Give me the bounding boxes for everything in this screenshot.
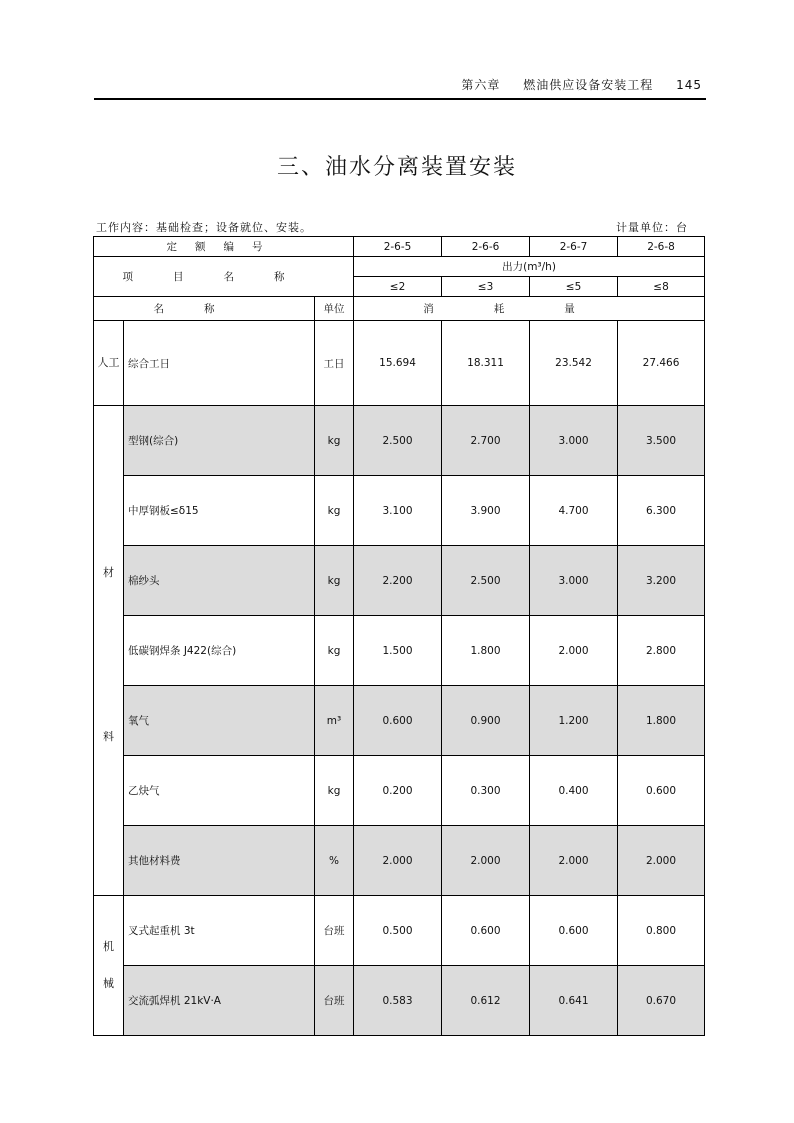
- item-value: 3.900: [442, 476, 530, 546]
- output-label: 出力(m³/h): [354, 257, 705, 277]
- category-machine-2: 械: [103, 976, 114, 990]
- item-value: 0.600: [442, 896, 530, 966]
- quota-code: 2-6-6: [442, 237, 530, 257]
- item-name: 综合工日: [124, 321, 315, 406]
- unit-label: 单位: [315, 297, 354, 321]
- table-row: [94, 896, 705, 966]
- item-value: 1.800: [442, 616, 530, 686]
- item-name: 低碳钢焊条 J422(综合): [124, 616, 315, 686]
- item-value: 2.000: [530, 616, 618, 686]
- item-value: 18.311: [442, 321, 530, 406]
- table-row: [94, 826, 705, 896]
- item-name: 乙炔气: [124, 756, 315, 826]
- table-row: [94, 686, 705, 756]
- item-name: 其他材料费: [124, 826, 315, 896]
- category-material: [94, 406, 124, 896]
- item-value: 1.500: [354, 616, 442, 686]
- table-row: [94, 756, 705, 826]
- item-value: 23.542: [530, 321, 618, 406]
- item-name: 中厚钢板≤δ15: [124, 476, 315, 546]
- item-name: 氧气: [124, 686, 315, 756]
- item-value: 27.466: [618, 321, 705, 406]
- item-header-row: [94, 257, 705, 277]
- chapter-title: 燃油供应设备安装工程: [523, 78, 654, 92]
- table-row: [94, 476, 705, 546]
- unit-note: 计量单位：台: [616, 221, 688, 234]
- table-row: [94, 966, 705, 1036]
- quota-code: 2-6-7: [530, 237, 618, 257]
- item-value: 0.200: [354, 756, 442, 826]
- capacity-value: ≤2: [354, 277, 442, 297]
- item-value: 4.700: [530, 476, 618, 546]
- item-value: 1.800: [618, 686, 705, 756]
- item-name: 交流弧焊机 21kV·A: [124, 966, 315, 1036]
- table-row: [94, 406, 705, 476]
- item-value: 2.700: [442, 406, 530, 476]
- table-row: [94, 321, 705, 406]
- item-value: 3.000: [530, 406, 618, 476]
- item-value: 2.500: [354, 406, 442, 476]
- item-value: 0.500: [354, 896, 442, 966]
- item-value: 2.000: [530, 826, 618, 896]
- table-row: [94, 616, 705, 686]
- item-value: 3.100: [354, 476, 442, 546]
- column-header-row: [94, 297, 705, 321]
- item-value: 2.000: [618, 826, 705, 896]
- item-value: 2.000: [442, 826, 530, 896]
- header-text: [443, 76, 702, 93]
- quota-label: 定额编号: [94, 237, 354, 257]
- category-machine: [94, 896, 124, 1036]
- item-value: 2.200: [354, 546, 442, 616]
- category-material-2: 料: [103, 730, 114, 744]
- category-material-1: 材: [103, 566, 114, 579]
- item-value: 0.800: [618, 896, 705, 966]
- item-value: 6.300: [618, 476, 705, 546]
- item-unit: %: [315, 826, 354, 896]
- item-unit: kg: [315, 476, 354, 546]
- item-value: 0.400: [530, 756, 618, 826]
- work-content: 工作内容：基础检查；设备就位、安装。: [96, 221, 312, 234]
- item-unit: kg: [315, 406, 354, 476]
- item-name: 型钢(综合): [124, 406, 315, 476]
- item-value: 0.300: [442, 756, 530, 826]
- item-value: 0.612: [442, 966, 530, 1036]
- section-title: 三、油水分离装置安装: [276, 155, 517, 180]
- capacity-value: ≤5: [530, 277, 618, 297]
- item-value: 2.000: [354, 826, 442, 896]
- item-value: 3.200: [618, 546, 705, 616]
- item-unit: 工日: [315, 321, 354, 406]
- quota-table: [93, 236, 705, 1036]
- item-name: 叉式起重机 3t: [124, 896, 315, 966]
- quota-code: 2-6-5: [354, 237, 442, 257]
- item-value: 2.500: [442, 546, 530, 616]
- item-value: 0.600: [354, 686, 442, 756]
- item-value: 15.694: [354, 321, 442, 406]
- name-label: 名称: [94, 297, 315, 321]
- item-label: 项目名称: [94, 257, 354, 297]
- item-unit: 台班: [315, 966, 354, 1036]
- item-value: 0.670: [618, 966, 705, 1036]
- page-number: 145: [676, 78, 702, 92]
- item-value: 3.500: [618, 406, 705, 476]
- table-row: [94, 546, 705, 616]
- item-value: 3.000: [530, 546, 618, 616]
- item-unit: kg: [315, 546, 354, 616]
- item-unit: kg: [315, 756, 354, 826]
- item-unit: 台班: [315, 896, 354, 966]
- item-value: 0.583: [354, 966, 442, 1036]
- item-value: 0.600: [530, 896, 618, 966]
- item-name: 棉纱头: [124, 546, 315, 616]
- capacity-value: ≤8: [618, 277, 705, 297]
- capacity-value: ≤3: [442, 277, 530, 297]
- category-labor: 人工: [94, 321, 124, 406]
- category-machine-1: 机: [103, 940, 114, 954]
- item-value: 0.641: [530, 966, 618, 1036]
- chapter-label: 第六章: [461, 78, 501, 92]
- item-unit: kg: [315, 616, 354, 686]
- quota-code: 2-6-8: [618, 237, 705, 257]
- item-value: 1.200: [530, 686, 618, 756]
- item-value: 0.900: [442, 686, 530, 756]
- item-value: 2.800: [618, 616, 705, 686]
- item-value: 0.600: [618, 756, 705, 826]
- page-header: [94, 72, 706, 100]
- consumption-label: 消耗量: [354, 297, 705, 321]
- item-unit: m³: [315, 686, 354, 756]
- quota-code-row: [94, 237, 705, 257]
